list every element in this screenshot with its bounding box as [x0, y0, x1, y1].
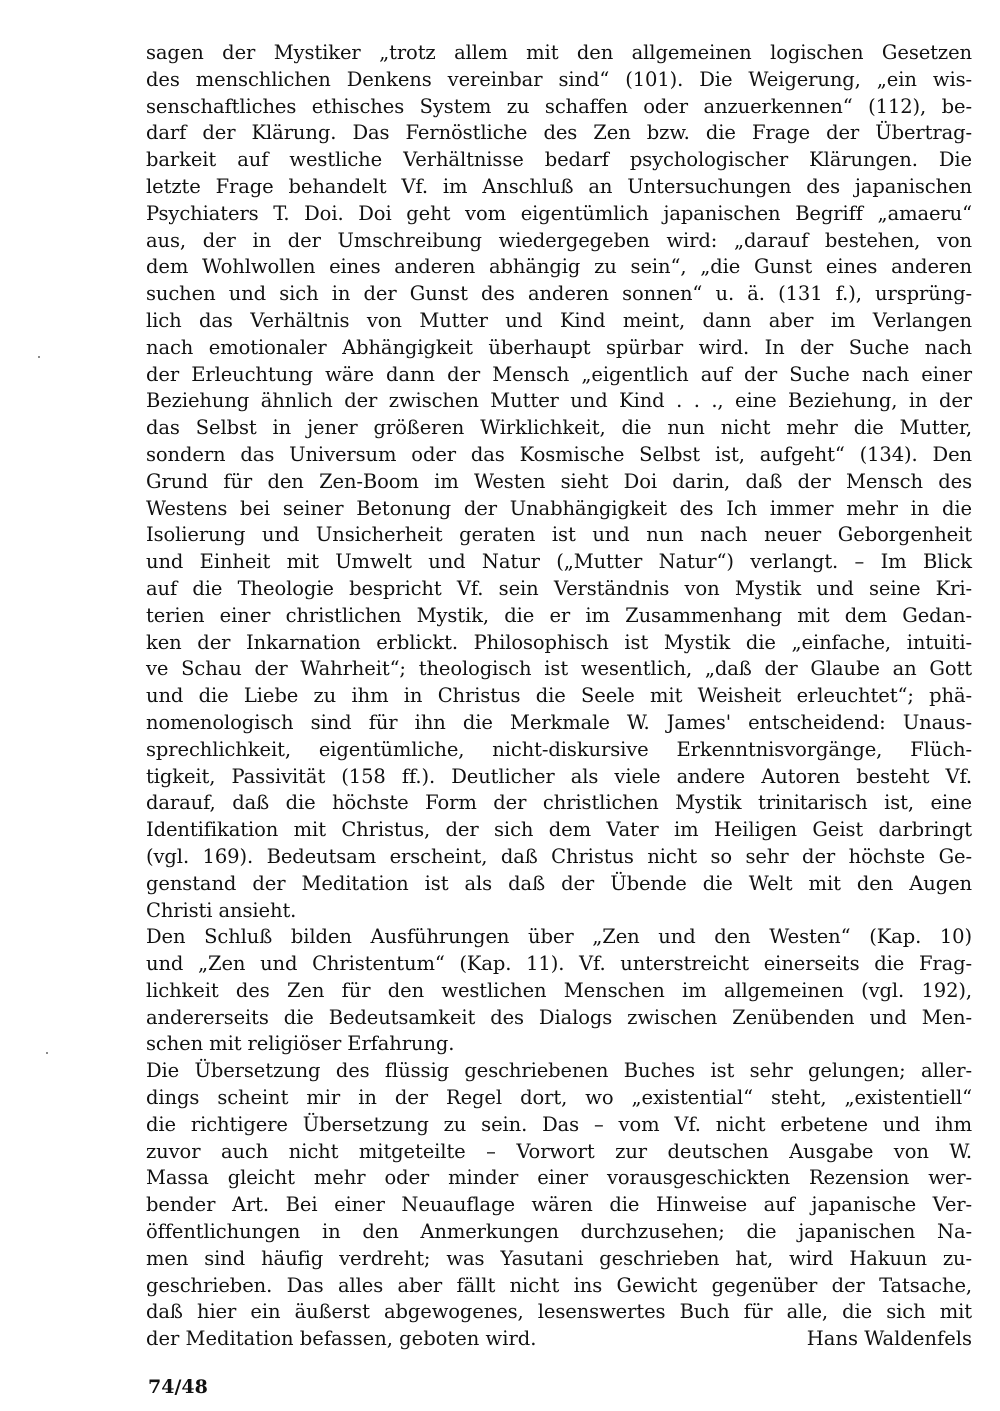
text-line: der Erleuchtung wäre dann der Mensch „eigentlich auf der Suche nach einer — [146, 362, 972, 386]
text-line: aus, der in der Umschreibung wiedergegeben wird: „darauf bestehen, von — [146, 228, 972, 252]
author-signature: Hans Waldenfels — [806, 1327, 972, 1351]
text-line: Massa gleicht mehr oder minder einer vorausgeschickten Rezension wer- — [146, 1166, 972, 1190]
text-line: zuvor auch nicht mitgeteilte – Vorwort zur deutschen Ausgabe von W. — [146, 1139, 972, 1163]
text-line: sprechlichkeit, eigentümliche, nicht-diskursive Erkenntnisvorgänge, Flüch- — [146, 737, 972, 761]
text-line: Christi ansieht. — [146, 898, 297, 922]
text-line: Beziehung ähnlich der zwischen Mutter und Kind . . ., eine Beziehung, in der — [146, 389, 972, 413]
text-line: senschaftliches ethisches System zu schaffen oder anzuerkennen“ (112), be- — [146, 94, 972, 118]
closing-line — [146, 1326, 972, 1353]
text-line: und „Zen und Christentum“ (Kap. 11). Vf. unterstreicht einerseits die Frag- — [146, 952, 972, 976]
text-line: sondern das Universum oder das Kosmische Selbst ist, aufgeht“ (134). Den — [146, 442, 972, 466]
text-line: darf der Klärung. Das Fernöstliche des Zen bzw. die Frage der Übertrag- — [146, 121, 972, 145]
text-line: barkeit auf westliche Verhältnisse bedarf psychologischer Klärungen. Die — [146, 148, 972, 172]
text-line: andererseits die Bedeutsamkeit des Dialogs zwischen Zenübenden und Men- — [146, 1005, 972, 1029]
text-line: letzte Frage behandelt Vf. im Anschluß an Untersuchungen des japanischen — [146, 174, 972, 198]
paragraph — [146, 1058, 972, 1353]
text-line: bender Art. Bei einer Neuauflage wären die Hinweise auf japanische Ver- — [146, 1193, 972, 1217]
paragraph — [146, 40, 972, 924]
text-line: lichkeit des Zen für den westlichen Menschen im allgemeinen (vgl. 192), — [146, 978, 972, 1002]
text-line: nach emotionaler Abhängigkeit überhaupt spürbar wird. In der Suche nach — [146, 335, 972, 359]
text-line: terien einer christlichen Mystik, die er im Zusammenhang mit dem Gedan- — [146, 603, 972, 627]
text-line: suchen und sich in der Gunst des anderen sonnen“ u. ä. (131 f.), ursprüng- — [146, 282, 972, 306]
text-line: Isolierung und Unsicherheit geraten ist und nun nach neuer Geborgenheit — [146, 523, 972, 547]
text-line: lich das Verhältnis von Mutter und Kind meint, dann aber im Verlangen — [146, 308, 972, 332]
text-line: die richtigere Übersetzung zu sein. Das – vom Vf. nicht erbetene und ihm — [146, 1112, 972, 1136]
text-line: das Selbst in jener größeren Wirklichkeit, die nun nicht mehr die Mutter, — [146, 416, 972, 440]
scan-speck — [46, 1052, 48, 1054]
text-line: Identifikation mit Christus, der sich dem Vater im Heiligen Geist darbringt — [146, 818, 972, 842]
page-number: 74/48 — [148, 1376, 208, 1398]
paragraph — [146, 924, 972, 1058]
text-line: (vgl. 169). Bedeutsam erscheint, daß Christus nicht so sehr der höchste Ge- — [146, 844, 972, 868]
text-line: ken der Inkarnation erblickt. Philosophisch ist Mystik die „einfache, intuiti- — [146, 630, 972, 654]
text-line: öffentlichungen in den Anmerkungen durchzusehen; die japanischen Na- — [146, 1220, 972, 1244]
text-line: der Meditation befassen, geboten wird. — [146, 1327, 537, 1351]
text-line: daß hier ein äußerst abgewogenes, lesenswertes Buch für alle, die sich mit — [146, 1300, 972, 1324]
review-text — [146, 40, 972, 1353]
scan-speck — [38, 356, 40, 358]
text-line: dem Wohlwollen eines anderen abhängig zu sein“, „die Gunst eines anderen — [146, 255, 972, 279]
text-line: dings scheint mir in der Regel dort, wo „existential“ steht, „existentiell“ — [146, 1086, 972, 1110]
text-line: ve Schau der Wahrheit“; theologisch ist wesentlich, „daß der Glaube an Gott — [146, 657, 972, 681]
text-line: men sind häufig verdreht; was Yasutani geschrieben hat, wird Hakuun zu- — [146, 1246, 972, 1270]
text-line: sagen der Mystiker „trotz allem mit den allgemeinen logischen Gesetzen — [146, 41, 972, 64]
text-line: Den Schluß bilden Ausführungen über „Zen und den Westen“ (Kap. 10) — [146, 925, 972, 949]
text-line: Psychiaters T. Doi. Doi geht vom eigentümlich japanischen Begriff „amaeru“ — [146, 201, 972, 225]
text-line: auf die Theologie bespricht Vf. sein Verständnis von Mystik und seine Kri- — [146, 576, 972, 600]
text-line: des menschlichen Denkens vereinbar sind“ (101). Die Weigerung, „ein wis- — [146, 67, 972, 91]
text-line: Grund für den Zen-Boom im Westen sieht Doi darin, daß der Mensch des — [146, 469, 972, 493]
text-line: geschrieben. Das alles aber fällt nicht ins Gewicht gegenüber der Tatsache, — [146, 1273, 972, 1297]
text-line: genstand der Meditation ist als daß der Übende die Welt mit den Augen — [146, 871, 972, 895]
text-line: und Einheit mit Umwelt und Natur („Mutter Natur“) verlangt. – Im Blick — [146, 550, 972, 574]
text-line: und die Liebe zu ihm in Christus die Seele mit Weisheit erleuchtet“; phä- — [146, 684, 972, 708]
text-line: Die Übersetzung des flüssig geschriebenen Buches ist sehr gelungen; aller- — [146, 1059, 972, 1083]
text-line: nomenologisch sind für ihn die Merkmale W. James' entscheidend: Unaus- — [146, 710, 972, 734]
text-line: tigkeit, Passivität (158 ff.). Deutlicher als viele andere Autoren besteht Vf. — [146, 764, 972, 788]
text-line: darauf, daß die höchste Form der christlichen Mystik trinitarisch ist, eine — [146, 791, 972, 815]
text-line: Westens bei seiner Betonung der Unabhängigkeit des Ich immer mehr in die — [146, 496, 972, 520]
text-line: schen mit religiöser Erfahrung. — [146, 1032, 455, 1056]
